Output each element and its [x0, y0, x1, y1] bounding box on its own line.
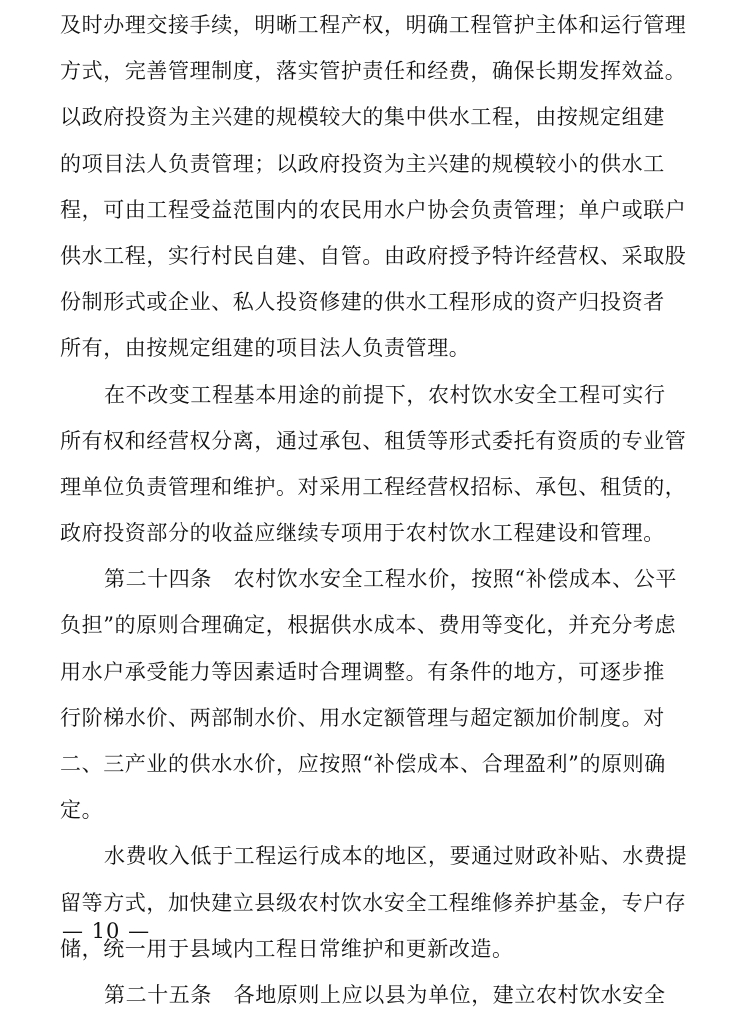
text-line: 留等方式，加快建立县级农村饮水安全工程维修养护基金，专户存: [60, 890, 687, 915]
document-body: [60, 2, 692, 1018]
text-line: 政府投资部分的收益应继续专项用于农村饮水工程建设和管理。: [60, 521, 665, 546]
text-line: 及时办理交接手续，明晰工程产权，明确工程管护主体和运行管理: [60, 13, 687, 37]
text-line: 定。: [60, 798, 104, 823]
text-line: 用水户承受能力等因素适时合理调整。有条件的地方，可逐步推: [60, 659, 665, 684]
text-line: 行阶梯水价、两部制水价、用水定额管理与超定额加价制度。对: [60, 705, 665, 730]
text-line: 方式，完善管理制度，落实管护责任和经费，确保长期发挥效益。: [60, 59, 687, 84]
text-line: 在不改变工程基本用途的前提下，农村饮水安全工程可实行: [104, 382, 666, 407]
text-line: 的项目法人负责管理；以政府投资为主兴建的规模较小的供水工: [60, 151, 665, 176]
text-line: 程，可由工程受益范围内的农民用水户协会负责管理；单户或联户: [60, 197, 687, 222]
text-line: 以政府投资为主兴建的规模较大的集中供水工程，由按规定组建: [60, 105, 665, 130]
text-line: 份制形式或企业、私人投资修建的供水工程形成的资产归投资者: [60, 290, 665, 315]
text-line: 所有权和经营权分离，通过承包、租赁等形式委托有资质的专业管: [60, 428, 687, 453]
text-line: 所有，由按规定组建的项目法人负责管理。: [60, 336, 471, 361]
page-number: — 10 —: [62, 919, 151, 943]
text-line: 第二十四条 农村饮水安全工程水价，按照“补偿成本、公平: [104, 567, 677, 592]
text-line: 第二十五条 各地原则上应以县为单位，建立农村饮水安全: [104, 982, 666, 1007]
text-line: 负担”的原则合理确定，根据供水成本、费用等变化，并充分考虑: [60, 613, 677, 638]
text-line: 二、三产业的供水水价，应按照“补偿成本、合理盈利”的原则确: [60, 752, 666, 776]
text-line: 水费收入低于工程运行成本的地区，要通过财政补贴、水费提: [104, 844, 688, 869]
text-line: 储，统一用于县域内工程日常维护和更新改造。: [60, 936, 514, 961]
text-line: 供水工程，实行村民自建、自管。由政府授予特许经营权、采取股: [60, 243, 687, 268]
text-line: 理单位负责管理和维护。对采用工程经营权招标、承包、租赁的，: [60, 474, 687, 499]
